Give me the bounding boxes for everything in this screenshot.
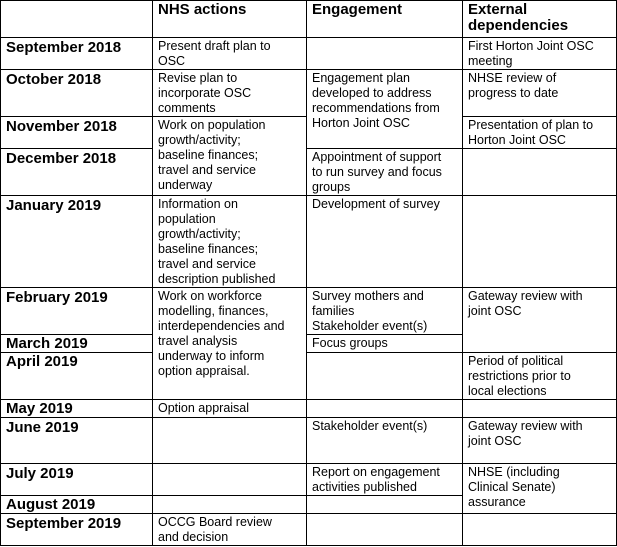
external-dependency-cell: First Horton Joint OSC meeting [463,38,617,70]
month-cell: December 2018 [1,149,153,196]
month-cell: March 2019 [1,335,153,353]
month-cell: September 2018 [1,38,153,70]
engagement-cell: Focus groups [307,335,463,353]
header-nhs-actions: NHS actions [153,1,307,38]
external-dependency-cell: Gateway review with joint OSC [463,288,617,353]
nhs-action-cell: Revise plan to incorporate OSC comments [153,70,307,117]
external-dependency-cell: NHSE review of progress to date [463,70,617,117]
external-dependency-cell: Presentation of plan to Horton Joint OSC [463,117,617,149]
nhs-action-cell: Work on workforce modelling, finances, interdependencies and travel analysis underway to inform option appraisal. [153,288,307,400]
engagement-cell [307,514,463,546]
header-external-dependencies: External dependencies [463,1,617,38]
nhs-action-cell [153,418,307,464]
engagement-cell [307,38,463,70]
table-row [1,196,617,288]
engagement-cell: Report on engagement activities published [307,464,463,496]
month-cell: November 2018 [1,117,153,149]
nhs-action-cell: OCCG Board review and decision [153,514,307,546]
table-row [1,38,617,70]
engagement-cell: Stakeholder event(s) [307,418,463,464]
engagement-cell: Development of survey [307,196,463,288]
engagement-cell [307,496,463,514]
header-engagement: Engagement [307,1,463,38]
table-row [1,288,617,335]
nhs-action-cell: Information on population growth/activity; baseline finances; travel and service description published [153,196,307,288]
external-dependency-cell [463,514,617,546]
month-cell: April 2019 [1,353,153,400]
nhs-action-cell [153,496,307,514]
external-dependency-cell: NHSE (including Clinical Senate) assurance [463,464,617,514]
month-cell: October 2018 [1,70,153,117]
external-dependency-cell [463,400,617,418]
table-row [1,400,617,418]
engagement-cell: Appointment of support to run survey and focus groups [307,149,463,196]
external-dependency-cell: Gateway review with joint OSC [463,418,617,464]
table-row [1,514,617,546]
nhs-action-cell: Option appraisal [153,400,307,418]
month-cell: July 2019 [1,464,153,496]
month-cell: September 2019 [1,514,153,546]
table-row [1,464,617,496]
month-cell: August 2019 [1,496,153,514]
header-row [1,1,617,38]
header-month [1,1,153,38]
nhs-action-cell: Work on population growth/activity; baseline finances; travel and service underway [153,117,307,196]
month-cell: February 2019 [1,288,153,335]
table-row [1,70,617,117]
engagement-cell: Survey mothers and families Stakeholder event(s) [307,288,463,335]
engagement-cell: Engagement plan developed to address recommendations from Horton Joint OSC [307,70,463,149]
table-row [1,149,617,196]
engagement-cell [307,400,463,418]
nhs-action-cell [153,464,307,496]
engagement-cell [307,353,463,400]
external-dependency-cell [463,149,617,196]
month-cell: May 2019 [1,400,153,418]
month-cell: January 2019 [1,196,153,288]
table-row [1,418,617,464]
table-row [1,353,617,400]
external-dependency-cell: Period of political restrictions prior to local elections [463,353,617,400]
month-cell: June 2019 [1,418,153,464]
external-dependency-cell [463,196,617,288]
nhs-action-cell: Present draft plan to OSC [153,38,307,70]
